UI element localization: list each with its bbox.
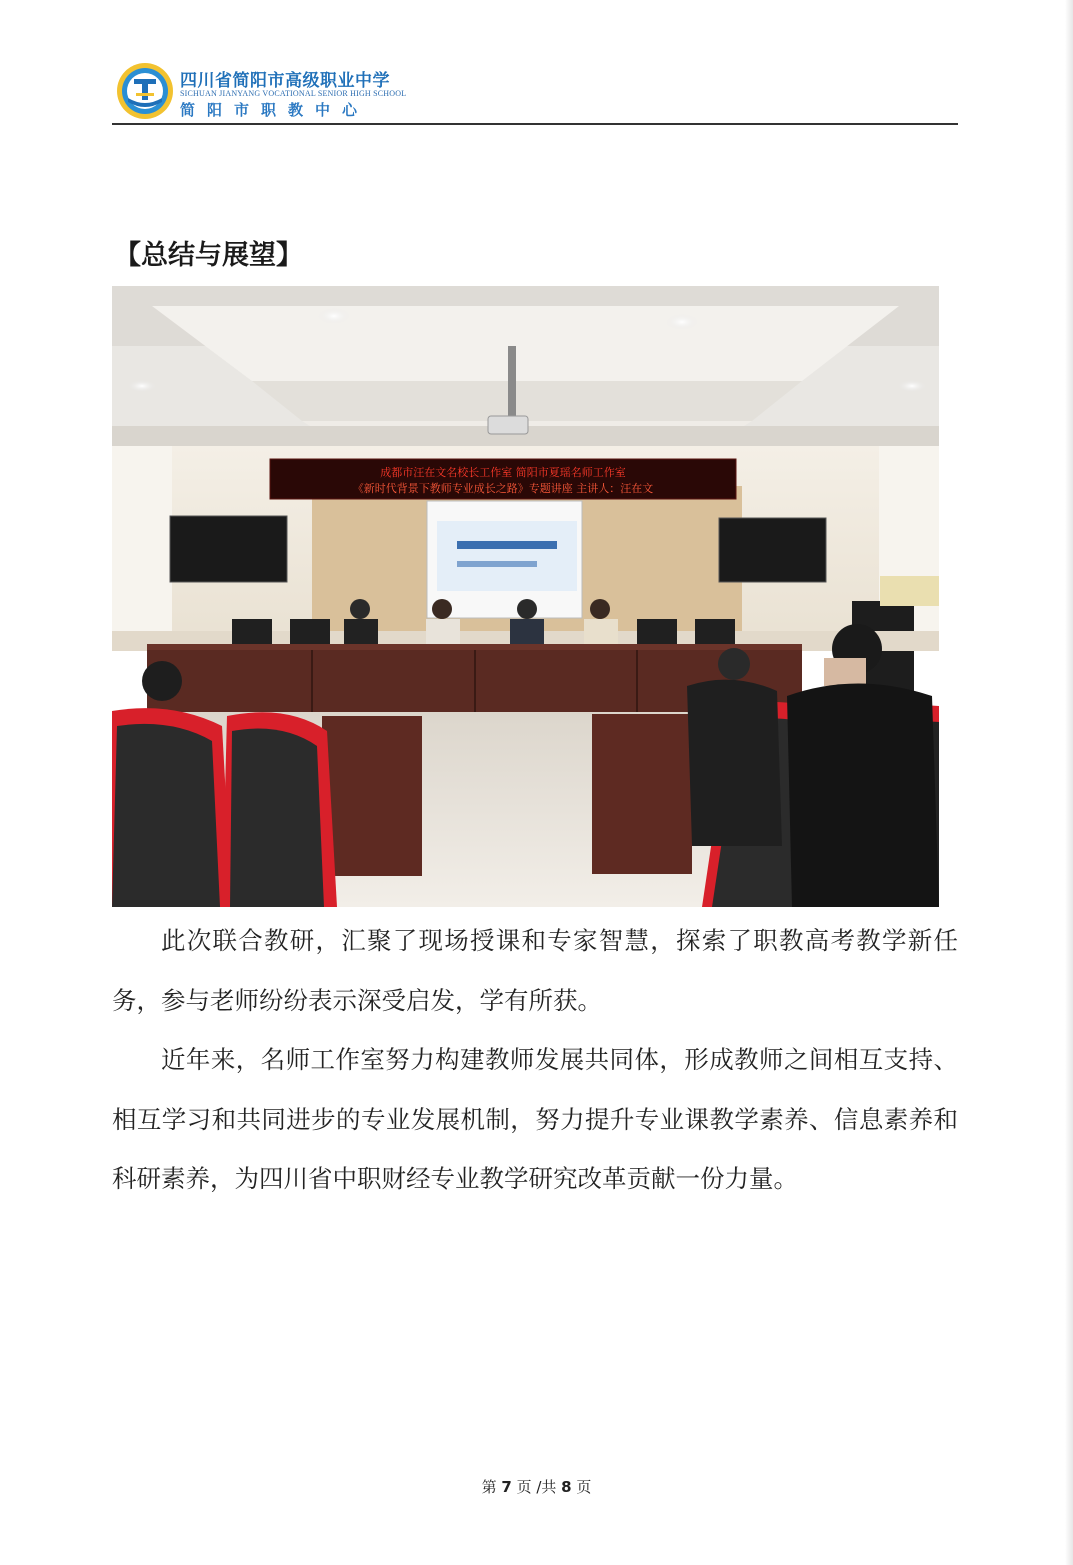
conference-photo-image: [112, 286, 939, 907]
led-sign-line1: 成都市汪在文名校长工作室 简阳市夏瑶名师工作室: [380, 466, 626, 479]
led-sign-line2: 《新时代背景下教师专业成长之路》专题讲座 主讲人：汪在文: [352, 482, 654, 495]
conference-photo: [112, 286, 939, 907]
section-heading: 【总结与展望】: [114, 240, 303, 271]
school-center-name: 简阳市职教中心: [180, 101, 370, 119]
paragraph-outlook: 近年来，名师工作室努力构建教师发展共同体，形成教师之间相互支持、相互学习和共同进步的专业发展机制，努力提升专业课教学素养、信息素养和科研素养，为四川省中职财经专业教学研究改革贡献一份力量。: [112, 1045, 958, 1193]
school-emblem-icon: [116, 62, 174, 120]
document-header: [112, 60, 958, 126]
page-footer: [0, 1476, 1073, 1497]
page-edge-shadow: [1065, 0, 1073, 1565]
current-page-number: 7: [501, 1478, 512, 1496]
school-name-en: SICHUAN JIANYANG VOCATIONAL SENIOR HIGH SCHOOL: [180, 89, 407, 98]
footer-page-suffix: 页: [571, 1478, 592, 1496]
total-page-number: 8: [561, 1478, 572, 1496]
footer-page-prefix: 第: [481, 1478, 502, 1496]
school-name-cn: 四川省简阳市高级职业中学: [180, 71, 390, 91]
paragraph-summary: 此次联合教研，汇聚了现场授课和专家智慧，探索了职教高考教学新任务，参与老师纷纷表示深受启发，学有所获。: [112, 926, 958, 1015]
header-divider: [112, 123, 958, 125]
footer-page-mid: 页 /共: [511, 1478, 562, 1496]
